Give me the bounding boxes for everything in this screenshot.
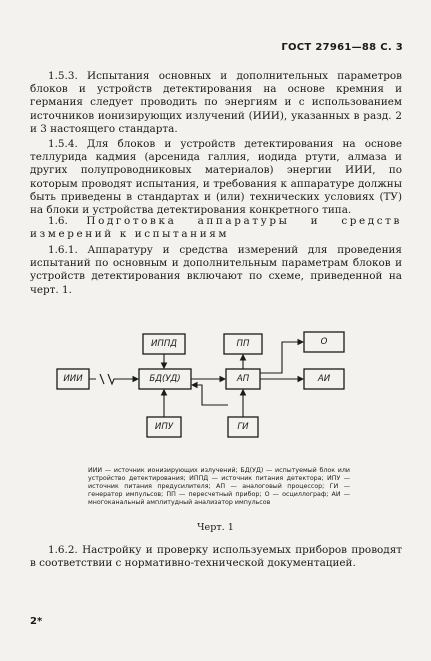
page-header: ГОСТ 27961—88 С. 3 bbox=[281, 42, 403, 53]
block-ap bbox=[226, 369, 260, 389]
block-ai-label: АИ bbox=[317, 374, 331, 384]
block-ap-label: АП bbox=[236, 374, 250, 384]
paragraph-1-5-4: 1.5.4. Для блоков и устройств детектирования на основе теллурида кадмия (арсенида галлия, иодида ртути, алмаза и других полупроводниковых материалов) энергии ИИИ, по которым проводят испытания, и требования к аппаратуре должны быть приведены в стандартах и (или) технических условиях (ТУ) на блоки и устройства детектирования конкретного типа. bbox=[30, 138, 402, 217]
block-bd-label: БД(УД) bbox=[149, 374, 181, 384]
section-number: 1.6. bbox=[48, 215, 68, 227]
block-ippd bbox=[143, 334, 185, 354]
paragraph-1-6-1: 1.6.1. Аппаратуру и средства измерений для проведения испытаний по основным и дополнительным параметрам блоков и устройств детектирования включают по схеме, приведенной на черт. 1. bbox=[30, 244, 402, 296]
connection-gi-bd bbox=[192, 385, 228, 405]
connection-iii-bd bbox=[89, 374, 138, 384]
block-iii-label: ИИИ bbox=[63, 374, 83, 384]
block-pp-label: ПП bbox=[236, 339, 250, 349]
block-diagram bbox=[30, 325, 402, 465]
block-o-label: О bbox=[320, 337, 328, 347]
block-pp bbox=[224, 334, 262, 354]
section-title: Подготовка аппаратуры и средств измерений к испытаниям bbox=[30, 215, 402, 241]
page-marker: 2* bbox=[30, 616, 43, 627]
block-iii bbox=[57, 369, 89, 389]
diagram-legend: ИИИ — источник ионизирующих излучений; БД(УД) — испытуемый блок или устройство детектирования; ИППД — источник питания детектора; ИПУ — источник питания предусилителя; АП — аналоговый процессор; ГИ — генератор импульсов; ПП — пересчетный прибор; О — осциллограф; АИ — многоканальный амплитудный анализатор импульсов bbox=[88, 467, 350, 507]
block-o bbox=[304, 332, 344, 352]
block-ipu bbox=[147, 417, 181, 437]
block-ai bbox=[304, 369, 344, 389]
paragraph-1-6-2: 1.6.2. Настройку и проверку используемых приборов проводят в соответствии с нормативно-технической документацией. bbox=[30, 544, 402, 570]
paragraph-1-5-3: 1.5.3. Испытания основных и дополнительных параметров блоков и устройств детектирования на основе кремния и германия следует проводить по энергиям и с использованием источников ионизирующих излучений (ИИИ), указанных в разд. 2 и 3 настоящего стандарта. bbox=[30, 70, 402, 135]
section-heading-1-6 bbox=[30, 215, 402, 241]
block-gi bbox=[228, 417, 258, 437]
diagram-svg bbox=[30, 325, 402, 465]
block-ippd-label: ИППД bbox=[150, 339, 178, 349]
block-ipu-label: ИПУ bbox=[154, 422, 174, 432]
connection-ap-o bbox=[260, 342, 303, 373]
block-gi-label: ГИ bbox=[237, 422, 249, 432]
figure-caption: Черт. 1 bbox=[197, 522, 234, 533]
block-bd bbox=[139, 369, 191, 389]
